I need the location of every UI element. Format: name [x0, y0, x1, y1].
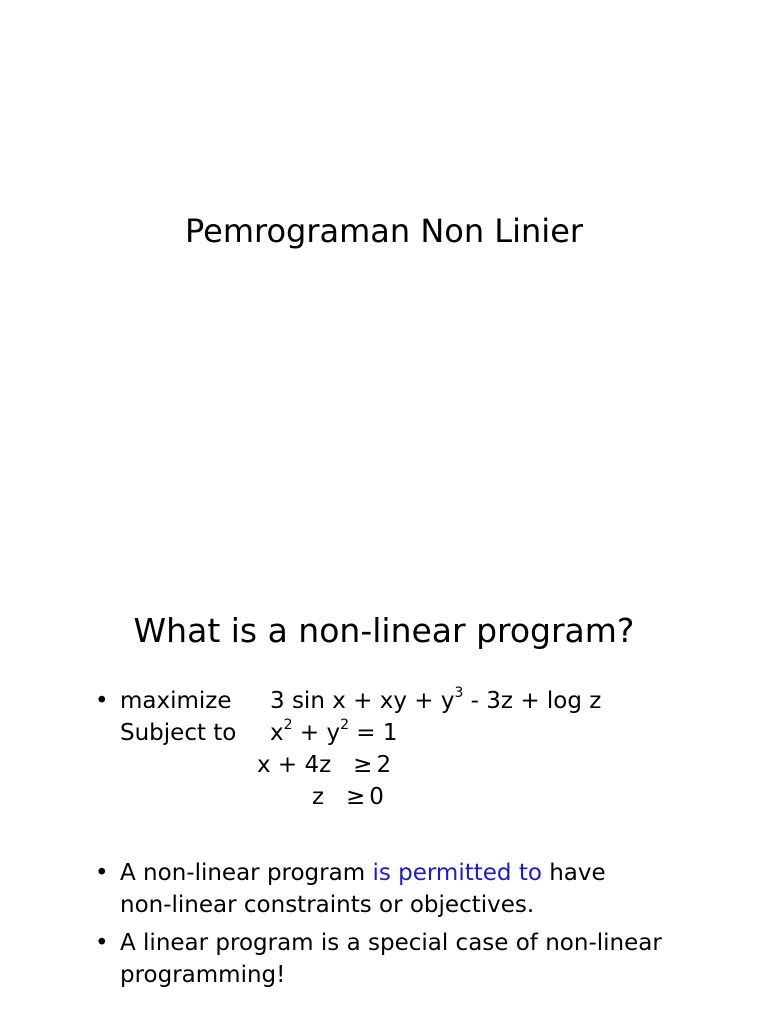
bullet-marker: • — [95, 930, 109, 956]
bullet-text-line: A non-linear program is permitted to have — [120, 860, 606, 886]
slide-title-heading: Pemrograman Non Linier — [184, 212, 584, 250]
bullet-text-line: non-linear constraints or objectives. — [120, 892, 535, 918]
bullet-text-line: programming! — [120, 962, 286, 988]
bullet-text-line: A linear program is a special case of non-linear — [120, 930, 662, 956]
slide-content — [0, 512, 768, 1024]
bullet-marker: • — [95, 688, 109, 714]
maximize-label: maximize — [120, 688, 232, 714]
objective-function: 3 sin x + xy + $y^3 - 3z + \log z$ — [270, 685, 602, 714]
bullet-marker: • — [95, 860, 109, 886]
constraint-linear: x + 4z ≥ 2 — [257, 752, 392, 778]
constraint-nonnegative: z ≥ 0 — [312, 784, 384, 810]
slide-heading: What is a non-linear program? — [133, 611, 635, 650]
highlighted-phrase: is permitted to — [372, 860, 542, 886]
subject-to-label: Subject to — [120, 720, 237, 746]
constraint-circle: $x^2 + y^2 = 1$ — [270, 717, 398, 746]
